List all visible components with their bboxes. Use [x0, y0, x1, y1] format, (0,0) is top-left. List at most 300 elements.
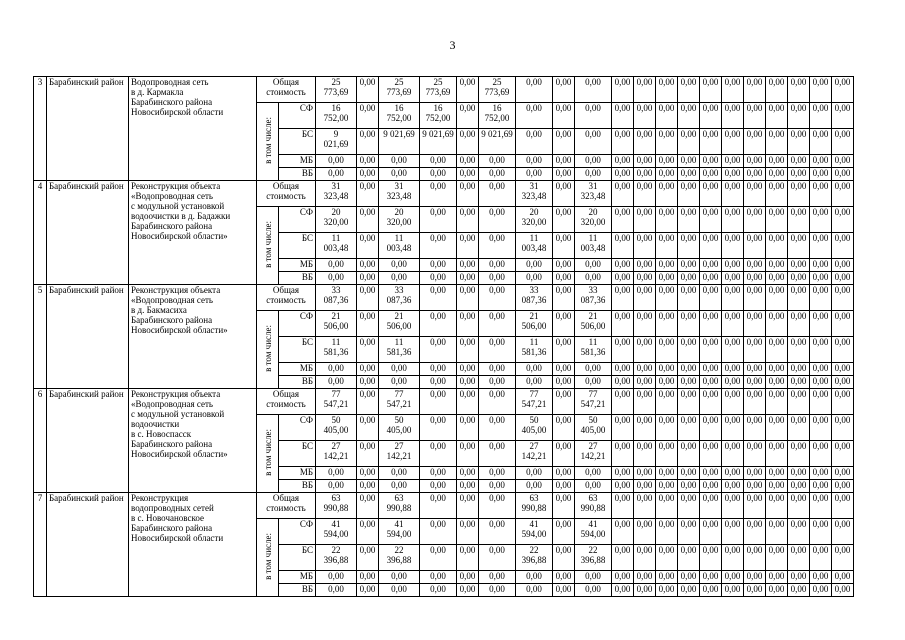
value-cell: 0,00 [744, 181, 766, 207]
value-cell: 0,00 [457, 519, 479, 545]
value-cell: 0,00 [575, 363, 612, 376]
value-cell: 0,00 [832, 415, 854, 441]
value-cell: 0,00 [766, 493, 788, 519]
value-cell: 31 323,48 [379, 181, 420, 207]
value-cell: 0,00 [634, 376, 656, 389]
value-cell: 0,00 [700, 363, 722, 376]
value-cell: 33 087,36 [316, 285, 357, 311]
value-cell: 0,00 [722, 376, 744, 389]
value-cell: 0,00 [700, 493, 722, 519]
district-cell: Барабинский район [47, 77, 129, 181]
value-cell: 0,00 [479, 207, 516, 233]
value-cell: 0,00 [479, 233, 516, 259]
value-cell: 0,00 [357, 337, 379, 363]
value-cell: 0,00 [575, 168, 612, 181]
district-cell: Барабинский район [47, 389, 129, 493]
value-cell: 0,00 [357, 259, 379, 272]
value-cell: 0,00 [788, 103, 810, 129]
value-cell: 0,00 [457, 571, 479, 584]
value-cell: 0,00 [553, 584, 575, 597]
value-cell: 0,00 [457, 389, 479, 415]
value-cell: 0,00 [612, 545, 634, 571]
value-cell: 0,00 [678, 415, 700, 441]
value-cell: 0,00 [457, 337, 479, 363]
value-cell: 0,00 [832, 389, 854, 415]
value-cell: 0,00 [788, 168, 810, 181]
value-cell: 0,00 [656, 519, 678, 545]
value-cell: 0,00 [479, 480, 516, 493]
value-cell: 0,00 [479, 272, 516, 285]
value-cell: 0,00 [457, 415, 479, 441]
value-cell: 0,00 [357, 493, 379, 519]
value-cell: 0,00 [357, 467, 379, 480]
value-cell: 0,00 [788, 363, 810, 376]
value-cell: 0,00 [810, 337, 832, 363]
value-cell: 0,00 [744, 376, 766, 389]
value-cell: 0,00 [420, 233, 457, 259]
value-cell: 0,00 [810, 181, 832, 207]
value-cell: 0,00 [479, 571, 516, 584]
value-cell: 0,00 [634, 103, 656, 129]
value-cell: 0,00 [810, 480, 832, 493]
table-row [34, 77, 854, 103]
value-cell: 0,00 [457, 77, 479, 103]
value-cell: 0,00 [678, 389, 700, 415]
value-cell: 0,00 [678, 103, 700, 129]
value-cell: 0,00 [744, 480, 766, 493]
value-cell: 0,00 [612, 272, 634, 285]
value-cell: 0,00 [788, 480, 810, 493]
value-cell: 0,00 [744, 272, 766, 285]
value-cell: 0,00 [700, 207, 722, 233]
value-cell: 0,00 [810, 129, 832, 155]
value-cell: 0,00 [744, 441, 766, 467]
value-cell: 0,00 [766, 363, 788, 376]
value-cell: 0,00 [634, 389, 656, 415]
value-cell: 41 594,00 [516, 519, 553, 545]
value-cell: 0,00 [810, 77, 832, 103]
value-cell: 0,00 [516, 363, 553, 376]
value-cell: 0,00 [516, 272, 553, 285]
value-cell: 0,00 [379, 480, 420, 493]
value-cell: 0,00 [316, 363, 357, 376]
value-cell: 0,00 [722, 129, 744, 155]
value-cell: 0,00 [516, 571, 553, 584]
value-cell: 0,00 [678, 259, 700, 272]
project-name-cell: Водопроводная сеть в д. Кармакла Барабинского района Новосибирской области [129, 77, 257, 181]
value-cell: 0,00 [810, 311, 832, 337]
value-cell: 0,00 [612, 181, 634, 207]
value-cell: 0,00 [744, 129, 766, 155]
value-cell: 0,00 [516, 376, 553, 389]
row-number: 3 [34, 77, 47, 181]
value-cell: 0,00 [788, 519, 810, 545]
value-cell: 0,00 [810, 207, 832, 233]
value-cell: 0,00 [420, 584, 457, 597]
value-cell: 0,00 [744, 207, 766, 233]
value-cell: 0,00 [457, 103, 479, 129]
value-cell: 0,00 [810, 155, 832, 168]
value-cell: 0,00 [357, 584, 379, 597]
value-cell: 0,00 [634, 272, 656, 285]
value-cell: 0,00 [722, 181, 744, 207]
value-cell: 0,00 [457, 233, 479, 259]
value-cell: 0,00 [700, 480, 722, 493]
value-cell: 0,00 [634, 519, 656, 545]
value-cell: 0,00 [766, 441, 788, 467]
value-cell: 0,00 [700, 467, 722, 480]
value-cell: 0,00 [634, 129, 656, 155]
row-number: 4 [34, 181, 47, 285]
value-cell: 0,00 [420, 467, 457, 480]
funding-source-label: ВБ [279, 376, 316, 389]
value-cell: 0,00 [634, 415, 656, 441]
value-cell: 0,00 [656, 272, 678, 285]
value-cell: 0,00 [722, 363, 744, 376]
including-label-text: в том числе: [262, 325, 273, 372]
value-cell: 25 773,69 [316, 77, 357, 103]
funding-source-label: ВБ [279, 272, 316, 285]
value-cell: 0,00 [788, 285, 810, 311]
project-name-cell: Реконструкция объекта «Водопроводная сеть с модульной установкой водоочистки в с. Новоспасск Барабинского района Новосибирской области» [129, 389, 257, 493]
value-cell: 0,00 [357, 415, 379, 441]
value-cell: 0,00 [722, 285, 744, 311]
value-cell: 63 990,88 [516, 493, 553, 519]
value-cell: 0,00 [744, 545, 766, 571]
value-cell: 0,00 [479, 181, 516, 207]
value-cell: 0,00 [678, 376, 700, 389]
value-cell: 0,00 [479, 389, 516, 415]
value-cell: 0,00 [612, 233, 634, 259]
value-cell: 21 506,00 [316, 311, 357, 337]
value-cell: 0,00 [316, 467, 357, 480]
value-cell: 0,00 [700, 129, 722, 155]
value-cell: 0,00 [810, 259, 832, 272]
value-cell: 0,00 [744, 363, 766, 376]
value-cell: 0,00 [700, 441, 722, 467]
funding-source-label: ВБ [279, 168, 316, 181]
value-cell: 0,00 [420, 259, 457, 272]
value-cell: 0,00 [479, 337, 516, 363]
value-cell: 0,00 [553, 467, 575, 480]
value-cell: 0,00 [722, 480, 744, 493]
value-cell: 0,00 [788, 207, 810, 233]
row-number: 5 [34, 285, 47, 389]
funding-source-label: МБ [279, 571, 316, 584]
value-cell: 0,00 [479, 285, 516, 311]
value-cell: 0,00 [357, 272, 379, 285]
value-cell: 0,00 [575, 103, 612, 129]
value-cell: 25 773,69 [420, 77, 457, 103]
value-cell: 63 990,88 [379, 493, 420, 519]
value-cell: 11 003,48 [316, 233, 357, 259]
value-cell: 0,00 [612, 389, 634, 415]
funding-source-label: СФ [279, 415, 316, 441]
value-cell: 0,00 [788, 441, 810, 467]
value-cell: 0,00 [316, 584, 357, 597]
value-cell: 0,00 [479, 441, 516, 467]
value-cell: 27 142,21 [316, 441, 357, 467]
funding-source-label: ВБ [279, 584, 316, 597]
value-cell: 0,00 [479, 376, 516, 389]
funding-source-label: МБ [279, 467, 316, 480]
value-cell: 0,00 [766, 129, 788, 155]
value-cell: 25 773,69 [479, 77, 516, 103]
value-cell: 0,00 [575, 467, 612, 480]
funding-source-label: МБ [279, 259, 316, 272]
value-cell: 0,00 [744, 337, 766, 363]
value-cell: 0,00 [656, 480, 678, 493]
value-cell: 0,00 [700, 584, 722, 597]
value-cell: 0,00 [516, 467, 553, 480]
table-row [34, 389, 854, 415]
value-cell: 0,00 [788, 467, 810, 480]
value-cell: 0,00 [420, 519, 457, 545]
value-cell: 0,00 [553, 376, 575, 389]
value-cell: 63 990,88 [575, 493, 612, 519]
value-cell: 16 752,00 [420, 103, 457, 129]
value-cell: 0,00 [575, 259, 612, 272]
value-cell: 0,00 [656, 584, 678, 597]
value-cell: 0,00 [766, 480, 788, 493]
value-cell: 0,00 [722, 415, 744, 441]
value-cell: 0,00 [420, 181, 457, 207]
value-cell: 0,00 [722, 441, 744, 467]
value-cell: 0,00 [700, 415, 722, 441]
value-cell: 0,00 [634, 480, 656, 493]
value-cell: 0,00 [612, 77, 634, 103]
project-name-cell: Реконструкция объекта «Водопроводная сеть с модульной установкой водоочистки в д. Бадажки Барабинского района Новосибирской области» [129, 181, 257, 285]
value-cell: 0,00 [553, 389, 575, 415]
value-cell: 0,00 [766, 168, 788, 181]
value-cell: 0,00 [516, 129, 553, 155]
value-cell: 0,00 [832, 181, 854, 207]
value-cell: 0,00 [316, 259, 357, 272]
value-cell: 0,00 [678, 155, 700, 168]
value-cell: 0,00 [379, 168, 420, 181]
value-cell: 33 087,36 [379, 285, 420, 311]
value-cell: 0,00 [678, 272, 700, 285]
value-cell: 41 594,00 [575, 519, 612, 545]
value-cell: 0,00 [678, 493, 700, 519]
value-cell: 0,00 [357, 376, 379, 389]
value-cell: 16 752,00 [479, 103, 516, 129]
value-cell: 0,00 [612, 285, 634, 311]
value-cell: 0,00 [575, 376, 612, 389]
value-cell: 9 021,69 [316, 129, 357, 155]
value-cell: 0,00 [766, 571, 788, 584]
value-cell: 0,00 [810, 493, 832, 519]
value-cell: 0,00 [634, 285, 656, 311]
page-number: 3 [449, 38, 456, 52]
value-cell: 0,00 [553, 207, 575, 233]
value-cell: 0,00 [634, 259, 656, 272]
value-cell: 0,00 [656, 259, 678, 272]
including-label [257, 415, 279, 493]
value-cell: 0,00 [788, 337, 810, 363]
value-cell: 77 547,21 [575, 389, 612, 415]
value-cell: 0,00 [722, 467, 744, 480]
value-cell: 0,00 [700, 77, 722, 103]
total-cost-label: Общая стоимость [257, 389, 316, 415]
value-cell: 0,00 [379, 272, 420, 285]
value-cell: 0,00 [788, 493, 810, 519]
value-cell: 0,00 [379, 584, 420, 597]
value-cell: 0,00 [479, 519, 516, 545]
value-cell: 0,00 [457, 272, 479, 285]
value-cell: 0,00 [788, 272, 810, 285]
value-cell: 25 773,69 [379, 77, 420, 103]
value-cell: 0,00 [810, 103, 832, 129]
value-cell: 0,00 [420, 480, 457, 493]
value-cell: 0,00 [832, 272, 854, 285]
value-cell: 0,00 [678, 441, 700, 467]
value-cell: 0,00 [553, 272, 575, 285]
value-cell: 20 320,00 [316, 207, 357, 233]
value-cell: 41 594,00 [316, 519, 357, 545]
value-cell: 0,00 [832, 493, 854, 519]
value-cell: 0,00 [656, 363, 678, 376]
value-cell: 0,00 [766, 311, 788, 337]
including-label-text: в том числе: [262, 429, 273, 476]
value-cell: 0,00 [457, 168, 479, 181]
value-cell: 77 547,21 [316, 389, 357, 415]
value-cell: 0,00 [832, 103, 854, 129]
value-cell: 0,00 [788, 259, 810, 272]
value-cell: 0,00 [832, 168, 854, 181]
value-cell: 50 405,00 [575, 415, 612, 441]
value-cell: 0,00 [722, 389, 744, 415]
value-cell: 50 405,00 [316, 415, 357, 441]
value-cell: 0,00 [612, 155, 634, 168]
value-cell: 0,00 [788, 584, 810, 597]
value-cell: 0,00 [744, 389, 766, 415]
including-label-text: в том числе: [262, 117, 273, 164]
value-cell: 0,00 [457, 441, 479, 467]
value-cell: 0,00 [479, 168, 516, 181]
value-cell: 0,00 [832, 311, 854, 337]
value-cell: 0,00 [420, 415, 457, 441]
value-cell: 0,00 [479, 467, 516, 480]
value-cell: 0,00 [678, 207, 700, 233]
value-cell: 0,00 [810, 272, 832, 285]
value-cell: 0,00 [553, 181, 575, 207]
value-cell: 0,00 [766, 285, 788, 311]
value-cell: 0,00 [722, 77, 744, 103]
value-cell: 0,00 [357, 363, 379, 376]
value-cell: 0,00 [634, 155, 656, 168]
value-cell: 0,00 [700, 389, 722, 415]
value-cell: 0,00 [656, 285, 678, 311]
value-cell: 0,00 [357, 207, 379, 233]
value-cell: 0,00 [788, 376, 810, 389]
value-cell: 0,00 [634, 311, 656, 337]
value-cell: 0,00 [575, 129, 612, 155]
value-cell: 0,00 [612, 467, 634, 480]
value-cell: 0,00 [810, 545, 832, 571]
value-cell: 31 323,48 [516, 181, 553, 207]
value-cell: 0,00 [479, 259, 516, 272]
value-cell: 9 021,69 [420, 129, 457, 155]
value-cell: 0,00 [379, 155, 420, 168]
value-cell: 0,00 [553, 259, 575, 272]
value-cell: 0,00 [766, 467, 788, 480]
value-cell: 0,00 [634, 584, 656, 597]
value-cell: 0,00 [744, 168, 766, 181]
value-cell: 0,00 [357, 441, 379, 467]
value-cell: 0,00 [634, 207, 656, 233]
value-cell: 0,00 [420, 207, 457, 233]
value-cell: 0,00 [788, 545, 810, 571]
value-cell: 11 003,48 [575, 233, 612, 259]
value-cell: 0,00 [700, 155, 722, 168]
value-cell: 0,00 [788, 571, 810, 584]
value-cell: 0,00 [316, 168, 357, 181]
value-cell: 0,00 [457, 545, 479, 571]
value-cell: 27 142,21 [516, 441, 553, 467]
value-cell: 0,00 [379, 376, 420, 389]
value-cell: 0,00 [832, 259, 854, 272]
value-cell: 16 752,00 [316, 103, 357, 129]
value-cell: 0,00 [832, 467, 854, 480]
funding-source-label: БС [279, 233, 316, 259]
value-cell: 0,00 [457, 155, 479, 168]
value-cell: 0,00 [479, 584, 516, 597]
value-cell: 0,00 [656, 441, 678, 467]
value-cell: 0,00 [656, 168, 678, 181]
value-cell: 0,00 [678, 467, 700, 480]
value-cell: 0,00 [553, 168, 575, 181]
value-cell: 20 320,00 [379, 207, 420, 233]
value-cell: 0,00 [612, 363, 634, 376]
including-label [257, 103, 279, 181]
value-cell: 11 003,48 [379, 233, 420, 259]
value-cell: 0,00 [722, 545, 744, 571]
value-cell: 0,00 [832, 285, 854, 311]
value-cell: 0,00 [612, 376, 634, 389]
value-cell: 0,00 [722, 493, 744, 519]
value-cell: 0,00 [678, 285, 700, 311]
value-cell: 0,00 [832, 233, 854, 259]
value-cell: 0,00 [810, 467, 832, 480]
value-cell: 0,00 [357, 389, 379, 415]
value-cell: 0,00 [634, 168, 656, 181]
value-cell: 0,00 [788, 233, 810, 259]
value-cell: 0,00 [678, 480, 700, 493]
total-cost-label: Общая стоимость [257, 77, 316, 103]
value-cell: 0,00 [316, 376, 357, 389]
value-cell: 0,00 [744, 571, 766, 584]
value-cell: 0,00 [420, 389, 457, 415]
value-cell: 0,00 [457, 467, 479, 480]
value-cell: 22 396,88 [316, 545, 357, 571]
value-cell: 0,00 [700, 311, 722, 337]
value-cell: 0,00 [700, 571, 722, 584]
district-cell: Барабинский район [47, 285, 129, 389]
value-cell: 9 021,69 [479, 129, 516, 155]
value-cell: 0,00 [744, 584, 766, 597]
value-cell: 0,00 [357, 181, 379, 207]
value-cell: 0,00 [457, 285, 479, 311]
value-cell: 77 547,21 [516, 389, 553, 415]
value-cell: 0,00 [810, 441, 832, 467]
value-cell: 0,00 [656, 376, 678, 389]
value-cell: 0,00 [722, 272, 744, 285]
value-cell: 0,00 [766, 155, 788, 168]
value-cell: 0,00 [656, 233, 678, 259]
value-cell: 0,00 [678, 519, 700, 545]
value-cell: 0,00 [457, 480, 479, 493]
